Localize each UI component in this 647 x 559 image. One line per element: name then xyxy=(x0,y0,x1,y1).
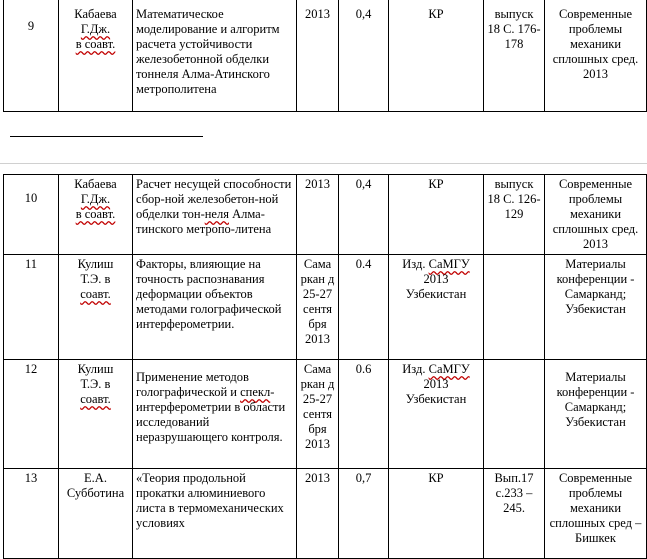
type-cell: КР xyxy=(389,175,484,255)
title-cell: Расчет несущей способности сбор-ной железобетон-ной обделки тон-неля Алма-тинского метропо-литена xyxy=(133,175,297,255)
title-cell: Математическое моделирование и алгоритм расчета устойчивости железобетонной обделки тоннеля Алма-Атинского метрополитена xyxy=(133,0,297,112)
row-number: 9 xyxy=(4,0,59,112)
table-row xyxy=(4,255,647,360)
publications-table-bottom xyxy=(3,174,647,559)
row-number: 11 xyxy=(4,255,59,360)
type-cell: Изд. СаМГУ 2013 Узбекистан xyxy=(389,360,484,469)
year-cell: Сама ркан д 25-27 сентя бря 2013 xyxy=(297,360,339,469)
source-cell: Материалы конференции - Самарканд; Узбекистан xyxy=(545,360,647,469)
title-cell: Применение методов голографической и спекл-интерферометрии в области исследований неразрушающего контроля. xyxy=(133,360,297,469)
pages-cell: выпуск 18 С. 176-178 xyxy=(484,0,545,112)
pages-cell xyxy=(484,360,545,469)
source-cell: Современные проблемы механики сплошных сред. 2013 xyxy=(545,175,647,255)
authors-cell: Кабаева Г.Дж. в соавт. xyxy=(59,0,133,112)
source-cell: Современные проблемы механики сплошных сред. 2013 xyxy=(545,0,647,112)
authors-cell: Е.А. Субботина xyxy=(59,469,133,559)
volume-cell: 0,4 xyxy=(339,175,389,255)
row-number: 12 xyxy=(4,360,59,469)
source-cell: Материалы конференции - Самарканд; Узбекистан xyxy=(545,255,647,360)
type-cell: КР xyxy=(389,469,484,559)
authors-cell: Кулиш Т.Э. в соавт. xyxy=(59,255,133,360)
volume-cell: 0.4 xyxy=(339,255,389,360)
volume-cell: 0,4 xyxy=(339,0,389,112)
page-break-line xyxy=(0,163,647,164)
table-row xyxy=(4,360,647,469)
volume-cell: 0.6 xyxy=(339,360,389,469)
volume-cell: 0,7 xyxy=(339,469,389,559)
year-cell: 2013 xyxy=(297,469,339,559)
row-number: 13 xyxy=(4,469,59,559)
authors-cell: Кулиш Т.Э. в соавт. xyxy=(59,360,133,469)
type-cell: КР xyxy=(389,0,484,112)
authors-cell: Кабаева Г.Дж. в соавт. xyxy=(59,175,133,255)
row-number: 10 xyxy=(4,175,59,255)
table-row xyxy=(4,469,647,559)
table-row xyxy=(4,0,647,112)
year-cell: Сама ркан д 25-27 сентя бря 2013 xyxy=(297,255,339,360)
table-row xyxy=(4,175,647,255)
pages-cell: выпуск 18 С. 126-129 xyxy=(484,175,545,255)
footnote-separator xyxy=(10,136,203,137)
title-cell: «Теория продольной прокатки алюминиевого листа в термомеханических условиях xyxy=(133,469,297,559)
pages-cell xyxy=(484,255,545,360)
publications-table-top xyxy=(3,0,647,112)
year-cell: 2013 xyxy=(297,175,339,255)
year-cell: 2013 xyxy=(297,0,339,112)
pages-cell: Вып.17 с.233 – 245. xyxy=(484,469,545,559)
title-cell: Факторы, влияющие на точность распознавания деформации объектов методами голографической интерферометрии. xyxy=(133,255,297,360)
source-cell: Современные проблемы механики сплошных сред – Бишкек xyxy=(545,469,647,559)
type-cell: Изд. СаМГУ 2013 Узбекистан xyxy=(389,255,484,360)
